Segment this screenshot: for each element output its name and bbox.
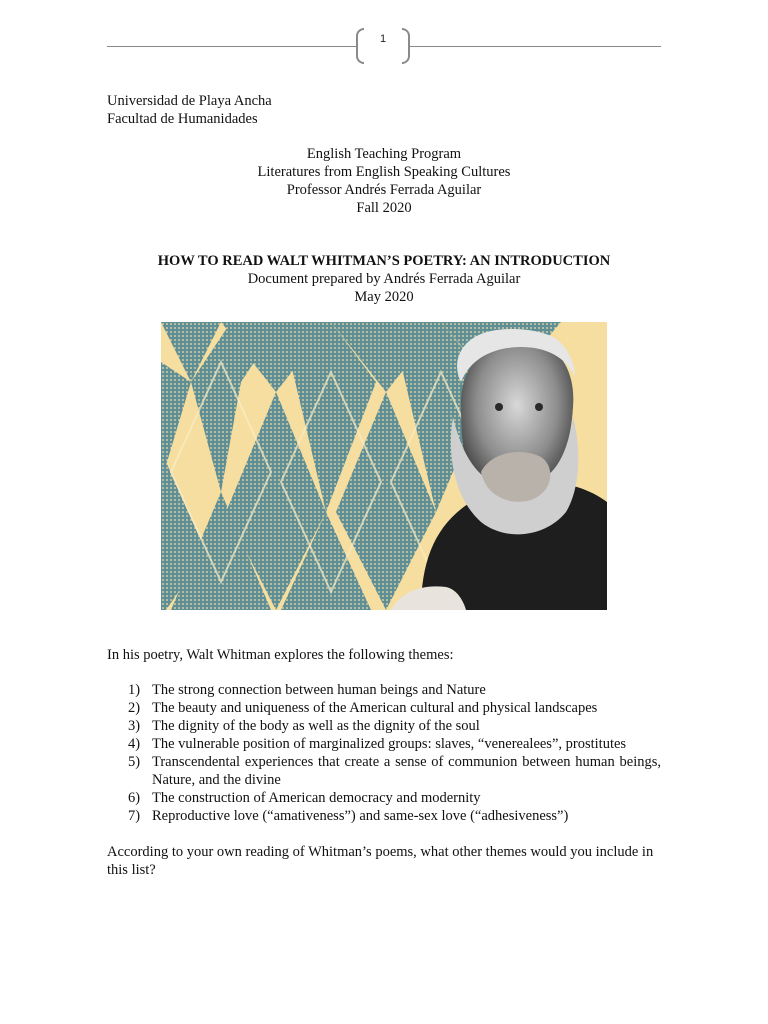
list-item-number: 4) bbox=[128, 736, 141, 752]
whitman-portrait-image bbox=[161, 322, 607, 610]
portrait-illustration bbox=[161, 322, 607, 610]
list-item-number: 1) bbox=[128, 682, 141, 698]
list-item bbox=[128, 717, 661, 735]
document-date: May 2020 bbox=[354, 289, 414, 305]
list-item-number: 6) bbox=[128, 790, 141, 806]
list-item-text: The vulnerable position of marginalized groups: slaves, “venerealees”, prostitutes bbox=[152, 736, 627, 752]
list-item bbox=[128, 753, 661, 789]
list-item-text: The dignity of the body as well as the dignity of the soul bbox=[152, 718, 480, 734]
list-item-text: The construction of American democracy and modernity bbox=[152, 790, 481, 806]
list-item-text: Transcendental experiences that create a sense of communion between human beings, Nature, and the divine bbox=[152, 754, 661, 788]
list-item-text: The strong connection between human beings and Nature bbox=[152, 682, 486, 698]
list-item bbox=[128, 789, 661, 807]
document-title: HOW TO READ WALT WHITMAN’S POETRY: AN INTRODUCTION bbox=[157, 253, 611, 269]
course-block bbox=[107, 145, 661, 217]
list-item-number: 5) bbox=[128, 754, 141, 770]
themes-list bbox=[128, 681, 661, 825]
list-item bbox=[128, 699, 661, 717]
list-item-text: The beauty and uniqueness of the American cultural and physical landscapes bbox=[152, 700, 598, 716]
list-item-number: 7) bbox=[128, 808, 141, 824]
list-item bbox=[128, 807, 661, 825]
header-rule-right bbox=[410, 46, 661, 47]
list-item bbox=[128, 735, 661, 753]
discussion-question: According to your own reading of Whitman’s poems, what other themes would you include in this list? bbox=[107, 844, 654, 878]
professor-name: Professor Andrés Ferrada Aguilar bbox=[286, 182, 482, 198]
list-item-text: Reproductive love (“amativeness”) and same-sex love (“adhesiveness”) bbox=[152, 808, 569, 824]
page-number: 1 bbox=[379, 33, 387, 45]
course-subject: Literatures from English Speaking Cultures bbox=[257, 164, 511, 180]
university-name: Universidad de Playa Ancha bbox=[107, 93, 272, 109]
list-item bbox=[128, 681, 661, 699]
document-heading bbox=[107, 252, 661, 306]
themes-intro: In his poetry, Walt Whitman explores the following themes: bbox=[107, 647, 454, 663]
course-term: Fall 2020 bbox=[356, 200, 412, 216]
list-item-number: 2) bbox=[128, 700, 141, 716]
faculty-name: Facultad de Humanidades bbox=[107, 111, 258, 127]
list-item-number: 3) bbox=[128, 718, 141, 734]
institution-block bbox=[107, 92, 272, 128]
header-rule-left bbox=[107, 46, 357, 47]
program-name: English Teaching Program bbox=[306, 146, 462, 162]
document-author: Document prepared by Andrés Ferrada Aguilar bbox=[247, 271, 521, 287]
